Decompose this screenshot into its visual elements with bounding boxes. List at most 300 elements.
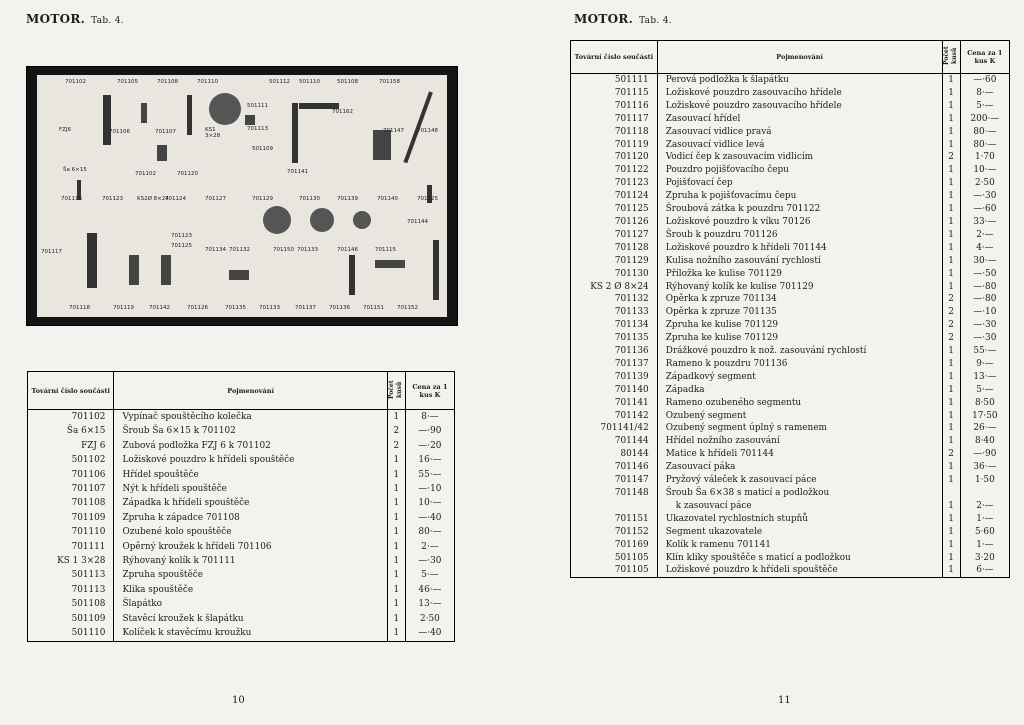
quantity-cell: 1: [387, 525, 405, 539]
quantity-cell: 1: [942, 345, 960, 358]
part-number-cell: 701128: [571, 242, 658, 255]
table-row: [28, 554, 455, 568]
header-tab: Tab. 4.: [91, 16, 124, 26]
table-row: [571, 513, 1010, 526]
part-name-cell: Kulisa nožního zasouvání rychlostí: [657, 255, 942, 268]
part-number-cell: 701130: [571, 268, 658, 281]
price-cell: 13·—: [418, 599, 442, 610]
table-row: [571, 229, 1010, 242]
part-name-cell: Zasouvací páka: [657, 461, 942, 474]
photo-label: 701127: [205, 196, 226, 202]
part-name-cell: Ložiskové pouzdro k víku 70126: [657, 216, 942, 229]
part-number-cell: 701107: [28, 482, 114, 496]
quantity-cell: 1: [942, 216, 960, 229]
part-name-cell: Segment ukazovatele: [657, 526, 942, 539]
price-cell: [960, 487, 1009, 500]
table-row: [571, 474, 1010, 487]
photo-label: 701148: [417, 128, 438, 134]
part-name-cell: Šlapátko: [114, 597, 387, 611]
photo-label: 701129: [252, 196, 273, 202]
part-shape: [129, 255, 139, 285]
part-number-cell: 701133: [571, 306, 658, 319]
table-row: [571, 87, 1010, 100]
part-number-cell: [571, 500, 658, 513]
part-name-cell: Ložiskové pouzdro k hřídeli spouštěče: [114, 453, 387, 467]
part-shape: [229, 270, 249, 280]
part-number-cell: 80144: [571, 448, 658, 461]
price-cell: 5·60: [974, 526, 995, 537]
col-qty-header: Počet kusů: [942, 41, 960, 74]
price-cell: 17·50: [972, 410, 998, 421]
price-cell: 4·—: [976, 242, 994, 253]
col-price-header: Cena za 1 kus K: [405, 372, 454, 410]
quantity-cell: 1: [942, 422, 960, 435]
photo-label: 701123: [171, 233, 192, 239]
photo-label: 501111: [247, 103, 268, 109]
part-number-cell: 701169: [571, 539, 658, 552]
price-cell: 6·—: [976, 565, 994, 576]
quantity-cell: 1: [942, 384, 960, 397]
photo-label: 701107: [155, 129, 176, 135]
photo-label: 501108: [337, 79, 358, 85]
price-cell: 10·—: [973, 165, 997, 176]
table-row: [571, 526, 1010, 539]
photo-label: 701117: [41, 249, 62, 255]
table-row: [28, 626, 455, 641]
photo-label: 501109: [252, 146, 273, 152]
price-cell: —·40: [418, 512, 442, 523]
quantity-cell: 1: [387, 626, 405, 641]
part-name-cell: Kolíček k stavěcímu kroužku: [114, 626, 387, 641]
quantity-cell: 2: [387, 439, 405, 453]
table-row: [28, 410, 455, 425]
part-shape: [375, 260, 405, 268]
part-name-cell: Opěrný kroužek k hřídeli 701106: [114, 540, 387, 554]
part-shape: [292, 103, 298, 163]
table-row: [571, 564, 1010, 577]
table-row: [28, 583, 455, 597]
photo-label: 701119: [113, 305, 134, 311]
table-row: [571, 435, 1010, 448]
photo-label: 701144: [407, 219, 428, 225]
quantity-cell: 1: [387, 496, 405, 510]
table-row: [28, 568, 455, 582]
part-number-cell: 501111: [571, 74, 658, 87]
photo-label: 701133: [259, 305, 280, 311]
table-row: [571, 552, 1010, 565]
price-cell: —·90: [973, 449, 997, 460]
part-name-cell: Zpruha ke kulise 701129: [657, 319, 942, 332]
photo-label: 701102: [65, 79, 86, 85]
part-name-cell: Ložiskové pouzdro zasouvacího hřídele: [657, 87, 942, 100]
quantity-cell: 1: [387, 540, 405, 554]
photo-label: 701135: [225, 305, 246, 311]
part-number-cell: 701126: [571, 216, 658, 229]
part-number-cell: 701117: [571, 113, 658, 126]
part-number-cell: 701110: [28, 525, 114, 539]
part-name-cell: Ukazovatel rychlostních stupňů: [657, 513, 942, 526]
price-cell: 8·—: [421, 412, 439, 422]
part-number-cell: 701137: [571, 358, 658, 371]
parts-photo-area: [37, 75, 447, 317]
quantity-cell: 1: [942, 435, 960, 448]
photo-label: 701126: [187, 305, 208, 311]
part-name-cell: Západkový segment: [657, 371, 942, 384]
price-cell: —·30: [973, 191, 997, 202]
col-part-header: Tovární číslo součásti: [571, 41, 658, 74]
part-name-cell: Pojišťovací čep: [657, 177, 942, 190]
part-number-cell: 501105: [571, 552, 658, 565]
quantity-cell: 2: [942, 319, 960, 332]
quantity-cell: 1: [942, 539, 960, 552]
table-row: [571, 384, 1010, 397]
photo-label: 701116: [61, 196, 82, 202]
price-cell: 200·—: [970, 113, 1000, 124]
part-name-cell: Zasouvací vidlice levá: [657, 139, 942, 152]
part-name-cell: Nýt k hřídeli spouštěče: [114, 482, 387, 496]
quantity-cell: 1: [387, 554, 405, 568]
part-number-cell: 501102: [28, 453, 114, 467]
quantity-cell: 2: [942, 293, 960, 306]
quantity-cell: 2: [942, 151, 960, 164]
part-name-cell: Pryžový váleček k zasouvací páce: [657, 474, 942, 487]
photo-label: 501112: [269, 79, 290, 85]
price-cell: 9·—: [976, 358, 994, 369]
quantity-cell: 1: [387, 568, 405, 582]
quantity-cell: 1: [942, 500, 960, 513]
part-name-cell: Příložka ke kulise 701129: [657, 268, 942, 281]
price-cell: 8·50: [974, 397, 995, 408]
part-shape: [245, 115, 255, 125]
page-number: 11: [778, 695, 791, 706]
part-name-cell: Vypínač spouštěcího kolečka: [114, 410, 387, 425]
price-cell: 1·50: [974, 475, 995, 486]
photo-label: 701118: [69, 305, 90, 311]
part-name-cell: Klika spouštěče: [114, 583, 387, 597]
part-number-cell: 701115: [571, 87, 658, 100]
part-number-cell: 701116: [571, 100, 658, 113]
part-name-cell: Zpruha k pojišťovacímu čepu: [657, 190, 942, 203]
price-cell: 5·—: [976, 384, 994, 395]
quantity-cell: 1: [942, 255, 960, 268]
price-cell: —·60: [973, 75, 997, 85]
part-name-cell: Zasouvací vidlice pravá: [657, 126, 942, 139]
photo-label: 701120: [177, 171, 198, 177]
quantity-cell: 1: [387, 410, 405, 425]
part-number-cell: 701141/42: [571, 422, 658, 435]
part-shape: [373, 130, 391, 160]
table-row: [571, 410, 1010, 423]
price-cell: 5·—: [976, 100, 994, 111]
price-cell: —·80: [973, 281, 997, 292]
part-number-cell: 501109: [28, 612, 114, 626]
part-number-cell: 701147: [571, 474, 658, 487]
price-cell: 55·—: [973, 346, 997, 357]
photo-label: 701142: [149, 305, 170, 311]
part-number-cell: 701125: [571, 203, 658, 216]
col-price-header: Cena za 1 kus K: [960, 41, 1009, 74]
table-row: [571, 113, 1010, 126]
table-row: [571, 358, 1010, 371]
part-number-cell: 701135: [571, 332, 658, 345]
photo-label: 701139: [337, 196, 358, 202]
part-name-cell: Šroub k pouzdru 701126: [657, 229, 942, 242]
part-number-cell: 701127: [571, 229, 658, 242]
part-number-cell: 701134: [571, 319, 658, 332]
price-cell: 8·—: [976, 87, 994, 98]
table-row: [571, 319, 1010, 332]
quantity-cell: 1: [942, 513, 960, 526]
photo-label: 701151: [363, 305, 384, 311]
table-row: [571, 345, 1010, 358]
photo-label: 701125: [171, 243, 192, 249]
photo-label: Ša 6×15: [63, 167, 87, 173]
price-cell: 2·—: [421, 541, 439, 552]
part-number-cell: 701146: [571, 461, 658, 474]
quantity-cell: 1: [942, 164, 960, 177]
price-cell: 55·—: [418, 469, 442, 480]
table-row: [571, 126, 1010, 139]
part-name-cell: Rýhovaný kolík k 701111: [114, 554, 387, 568]
part-number-cell: 701140: [571, 384, 658, 397]
quantity-cell: 1: [387, 597, 405, 611]
price-cell: 10·—: [418, 498, 442, 509]
quantity-cell: 1: [942, 229, 960, 242]
part-name-cell: Ozubené kolo spouštěče: [114, 525, 387, 539]
price-cell: 80·—: [418, 527, 442, 538]
quantity-cell: 1: [942, 526, 960, 539]
part-number-cell: 701132: [571, 293, 658, 306]
quantity-cell: 1: [942, 113, 960, 126]
part-shape: [433, 240, 439, 300]
quantity-cell: 1: [942, 126, 960, 139]
part-number-cell: 701151: [571, 513, 658, 526]
quantity-cell: 1: [942, 461, 960, 474]
photo-label: 701132: [229, 247, 250, 253]
table-row: [571, 100, 1010, 113]
table-row: [571, 139, 1010, 152]
part-name-cell: Ozubený segment úplný s ramenem: [657, 422, 942, 435]
part-name-cell: Rameno ozubeného segmentu: [657, 397, 942, 410]
photo-label: 701115: [375, 247, 396, 253]
quantity-cell: 1: [942, 474, 960, 487]
table-row: [28, 453, 455, 467]
price-cell: —·60: [973, 204, 997, 215]
header-tab: Tab. 4.: [639, 16, 672, 26]
part-number-cell: 701142: [571, 410, 658, 423]
table-row: [571, 422, 1010, 435]
quantity-cell: 1: [942, 177, 960, 190]
page-header: [26, 12, 124, 26]
col-part-header: Tovární číslo součásti: [28, 372, 114, 410]
quantity-cell: 1: [942, 552, 960, 565]
photo-label: 701108: [157, 79, 178, 85]
photo-label: 701105: [117, 79, 138, 85]
part-number-cell: 701122: [571, 164, 658, 177]
photo-label: 701123: [102, 196, 123, 202]
price-cell: 80·—: [973, 126, 997, 137]
col-name-header: Pojmenování: [657, 41, 942, 74]
part-name-cell: Západka k hřídeli spouštěče: [114, 496, 387, 510]
price-cell: 1·—: [976, 513, 994, 524]
table-row: [571, 371, 1010, 384]
quantity-cell: 1: [387, 511, 405, 525]
part-name-cell: Vodicí čep k zasouvacím vidlicím: [657, 151, 942, 164]
part-shape: [310, 208, 334, 232]
photo-label: 701124: [165, 196, 186, 202]
price-cell: 1·—: [976, 539, 994, 550]
table-row: [571, 306, 1010, 319]
col-name-header: Pojmenování: [114, 372, 387, 410]
price-cell: 16·—: [418, 455, 442, 466]
photo-label: KS2Ø 8×24: [137, 196, 169, 202]
price-cell: 80·—: [973, 139, 997, 150]
part-name-cell: Zasouvací hřídel: [657, 113, 942, 126]
part-name-cell: Zpruha spouštěče: [114, 568, 387, 582]
part-name-cell: Matice k hřídeli 701144: [657, 448, 942, 461]
table-row: [571, 151, 1010, 164]
table-row: [571, 500, 1010, 513]
part-name-cell: Pouzdro pojišťovacího čepu: [657, 164, 942, 177]
quantity-cell: 2: [942, 306, 960, 319]
table-row: [571, 268, 1010, 281]
table-row: [28, 468, 455, 482]
quantity-cell: 1: [942, 281, 960, 294]
photo-label: 701133: [297, 247, 318, 253]
price-cell: 2·—: [976, 500, 994, 511]
part-number-cell: 701139: [571, 371, 658, 384]
table-row: [571, 487, 1010, 500]
photo-label: 701113: [247, 126, 268, 132]
price-cell: —·10: [418, 484, 442, 495]
part-number-cell: 701106: [28, 468, 114, 482]
photo-label: 701102: [135, 171, 156, 177]
part-shape: [187, 95, 192, 135]
part-name-cell: k zasouvací páce: [657, 500, 942, 513]
photo-label: 501110: [299, 79, 320, 85]
part-name-cell: Kolík k ramenu 701141: [657, 539, 942, 552]
table-row: [28, 496, 455, 510]
part-name-cell: Hřídel nožního zasouvání: [657, 435, 942, 448]
table-row: [571, 461, 1010, 474]
photo-label: 701146: [337, 247, 358, 253]
part-number-cell: KS 1 3×28: [28, 554, 114, 568]
part-shape: [87, 233, 97, 288]
table-row: [571, 293, 1010, 306]
quantity-cell: 1: [942, 190, 960, 203]
part-number-cell: 701109: [28, 511, 114, 525]
parts-photo: [26, 66, 458, 326]
price-cell: 2·50: [974, 178, 995, 189]
part-name-cell: Hřídel spouštěče: [114, 468, 387, 482]
quantity-cell: 1: [387, 583, 405, 597]
quantity-cell: 1: [942, 564, 960, 577]
quantity-cell: 1: [942, 203, 960, 216]
part-number-cell: 701136: [571, 345, 658, 358]
table-row: [28, 597, 455, 611]
price-cell: 5·—: [421, 570, 439, 581]
part-name-cell: Zpruha k západce 701108: [114, 511, 387, 525]
part-number-cell: 701118: [571, 126, 658, 139]
part-number-cell: 701102: [28, 410, 114, 425]
part-shape: [263, 206, 291, 234]
part-name-cell: Perová podložka k šlapátku: [657, 74, 942, 87]
price-cell: —·40: [418, 628, 442, 639]
photo-label: 701152: [397, 305, 418, 311]
part-name-cell: Klín kliky spouštěče s maticí a podložkou: [657, 552, 942, 565]
part-name-cell: Stavěcí kroužek k šlapátku: [114, 612, 387, 626]
header-title: MOTOR.: [574, 12, 634, 26]
photo-label: FZJ6: [59, 127, 72, 133]
part-number-cell: 701111: [28, 540, 114, 554]
quantity-cell: 1: [942, 358, 960, 371]
photo-label: 701140: [377, 196, 398, 202]
table-row: [571, 74, 1010, 87]
photo-label: 3×28: [205, 133, 221, 139]
price-cell: 33·—: [973, 216, 997, 227]
price-cell: —·50: [973, 268, 997, 279]
quantity-cell: 1: [942, 397, 960, 410]
photo-label: 701150: [273, 247, 294, 253]
price-cell: 1·70: [974, 152, 995, 163]
part-shape: [209, 93, 241, 125]
price-cell: —·90: [418, 426, 442, 437]
part-name-cell: Ložiskové pouzdro zasouvacího hřídele: [657, 100, 942, 113]
price-cell: —·80: [973, 294, 997, 305]
part-shape: [141, 103, 147, 123]
price-cell: —·10: [973, 307, 997, 318]
photo-label: 701162: [332, 109, 353, 115]
part-number-cell: 701152: [571, 526, 658, 539]
part-name-cell: Drážkové pouzdro k nož. zasouvání rychlostí: [657, 345, 942, 358]
price-cell: 8·40: [974, 436, 995, 447]
part-number-cell: Ša 6×15: [28, 424, 114, 438]
photo-label: 701136: [329, 305, 350, 311]
table-row: [571, 448, 1010, 461]
part-number-cell: 701123: [571, 177, 658, 190]
table-row: [571, 332, 1010, 345]
part-number-cell: 701124: [571, 190, 658, 203]
price-cell: 13·—: [973, 371, 997, 382]
part-number-cell: 501108: [28, 597, 114, 611]
part-name-cell: Ložiskové pouzdro k hřídeli 701144: [657, 242, 942, 255]
part-number-cell: 701148: [571, 487, 658, 500]
part-name-cell: Ozubený segment: [657, 410, 942, 423]
table-row: [28, 525, 455, 539]
price-cell: —·30: [973, 320, 997, 331]
table-row: [571, 397, 1010, 410]
part-name-cell: Rameno k pouzdru 701136: [657, 358, 942, 371]
part-name-cell: Opěrka k zpruze 701135: [657, 306, 942, 319]
quantity-cell: 2: [942, 332, 960, 345]
part-number-cell: 701113: [28, 583, 114, 597]
table-row: [571, 216, 1010, 229]
quantity-cell: 1: [942, 100, 960, 113]
part-number-cell: 701108: [28, 496, 114, 510]
table-row: [28, 511, 455, 525]
parts-table-right: [570, 40, 1010, 578]
photo-label: 701141: [287, 169, 308, 175]
part-name-cell: Zubová podložka FZJ 6 k 701102: [114, 439, 387, 453]
price-cell: 26·—: [973, 423, 997, 434]
quantity-cell: 1: [942, 242, 960, 255]
table-row: [28, 482, 455, 496]
quantity-cell: 1: [942, 371, 960, 384]
quantity-cell: 1: [387, 453, 405, 467]
photo-label: KS1: [205, 127, 216, 133]
quantity-cell: 1: [942, 74, 960, 87]
table-row: [571, 255, 1010, 268]
